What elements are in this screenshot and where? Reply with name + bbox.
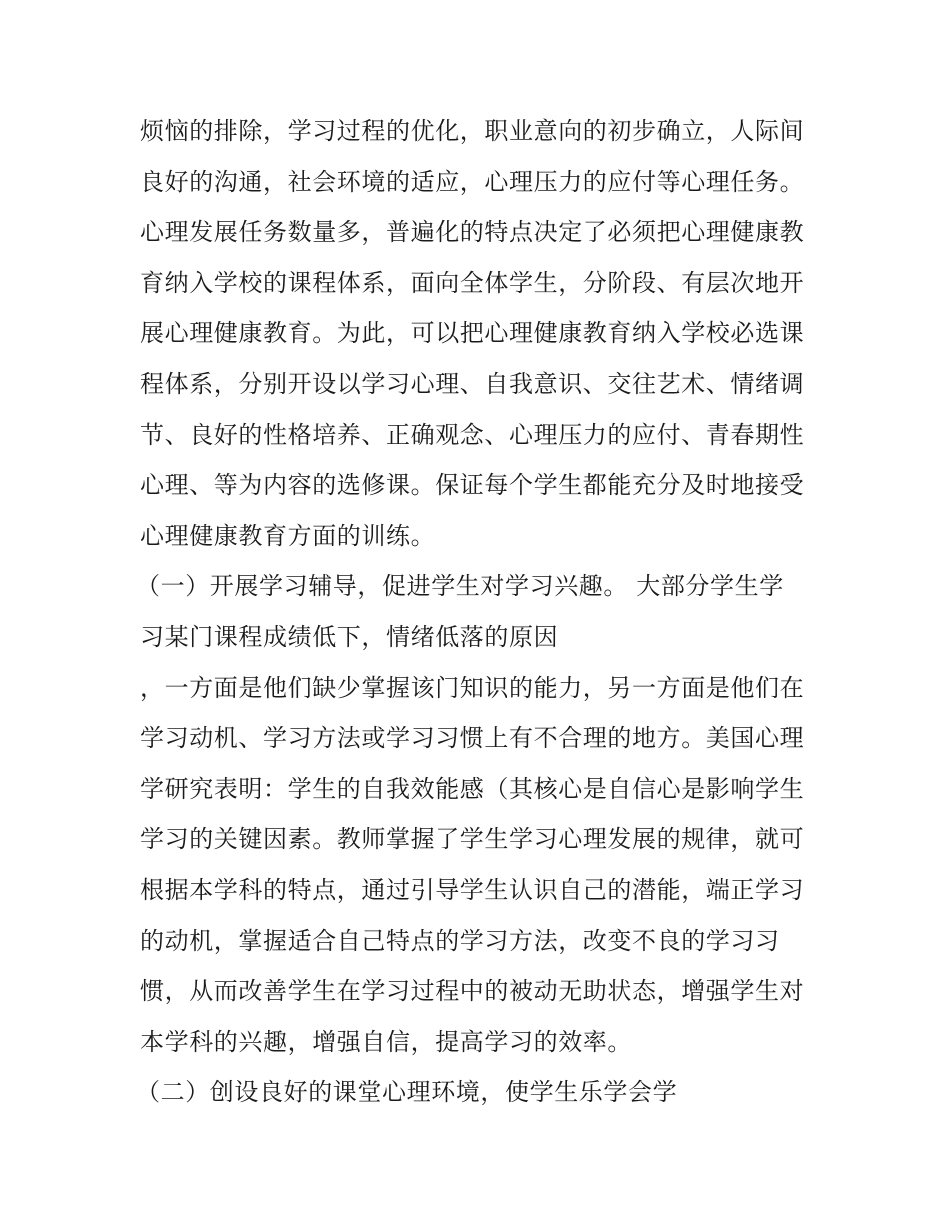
text-line: 良好的沟通，社会环境的适应，心理压力的应付等心理任务。 [140, 167, 805, 196]
text-line: 本学科的兴趣，增强自信，提高学习的效率。 [140, 1027, 632, 1056]
text-line: 习某门课程成绩低下，情绪低落的原因 [140, 622, 559, 651]
text-line: 根据本学科的特点，通过引导学生认识自己的潜能，端正学习 [140, 875, 805, 904]
text-line: 惯，从而改善学生在学习过程中的被动无助状态，增强学生对 [140, 977, 805, 1006]
text-line: 节、良好的性格培养、正确观念、心理压力的应付、青春期性 [140, 420, 805, 449]
text-line: 心理发展任务数量多，普遍化的特点决定了必须把心理健康教 [140, 218, 805, 247]
section-heading-2: （二）创设良好的课堂心理环境，使学生乐学会学 [136, 1078, 678, 1107]
text-line: 学习动机、学习方法或学习习惯上有不合理的地方。美国心理 [140, 724, 805, 753]
text-line: 烦恼的排除，学习过程的优化，职业意向的初步确立，人际间 [140, 117, 805, 145]
text-line: 育纳入学校的课程体系，面向全体学生，分阶段、有层次地开 [140, 268, 805, 297]
text-line: 心理健康教育方面的训练。 [140, 521, 436, 550]
text-line: 心理、等为内容的选修课。保证每个学生都能充分及时地接受 [140, 471, 805, 500]
text-line: 学习的关键因素。教师掌握了学生学习心理发展的规律，就可 [140, 825, 805, 854]
text-line: ，一方面是他们缺少掌握该门知识的能力，另一方面是他们在 [140, 673, 805, 702]
text-line: 的动机，掌握适合自己特点的学习方法，改变不良的学习习 [140, 926, 780, 955]
text-line: 展心理健康教育。为此，可以把心理健康教育纳入学校必选课 [140, 319, 805, 348]
section-heading-1: （一）开展学习辅导，促进学生对学习兴趣。 大部分学生学 [136, 572, 784, 601]
text-line: 程体系，分别开设以学习心理、自我意识、交往艺术、情绪调 [140, 369, 805, 398]
body-text [136, 106, 820, 1118]
text-line: 学研究表明：学生的自我效能感（其核心是自信心是影响学生 [140, 774, 805, 803]
